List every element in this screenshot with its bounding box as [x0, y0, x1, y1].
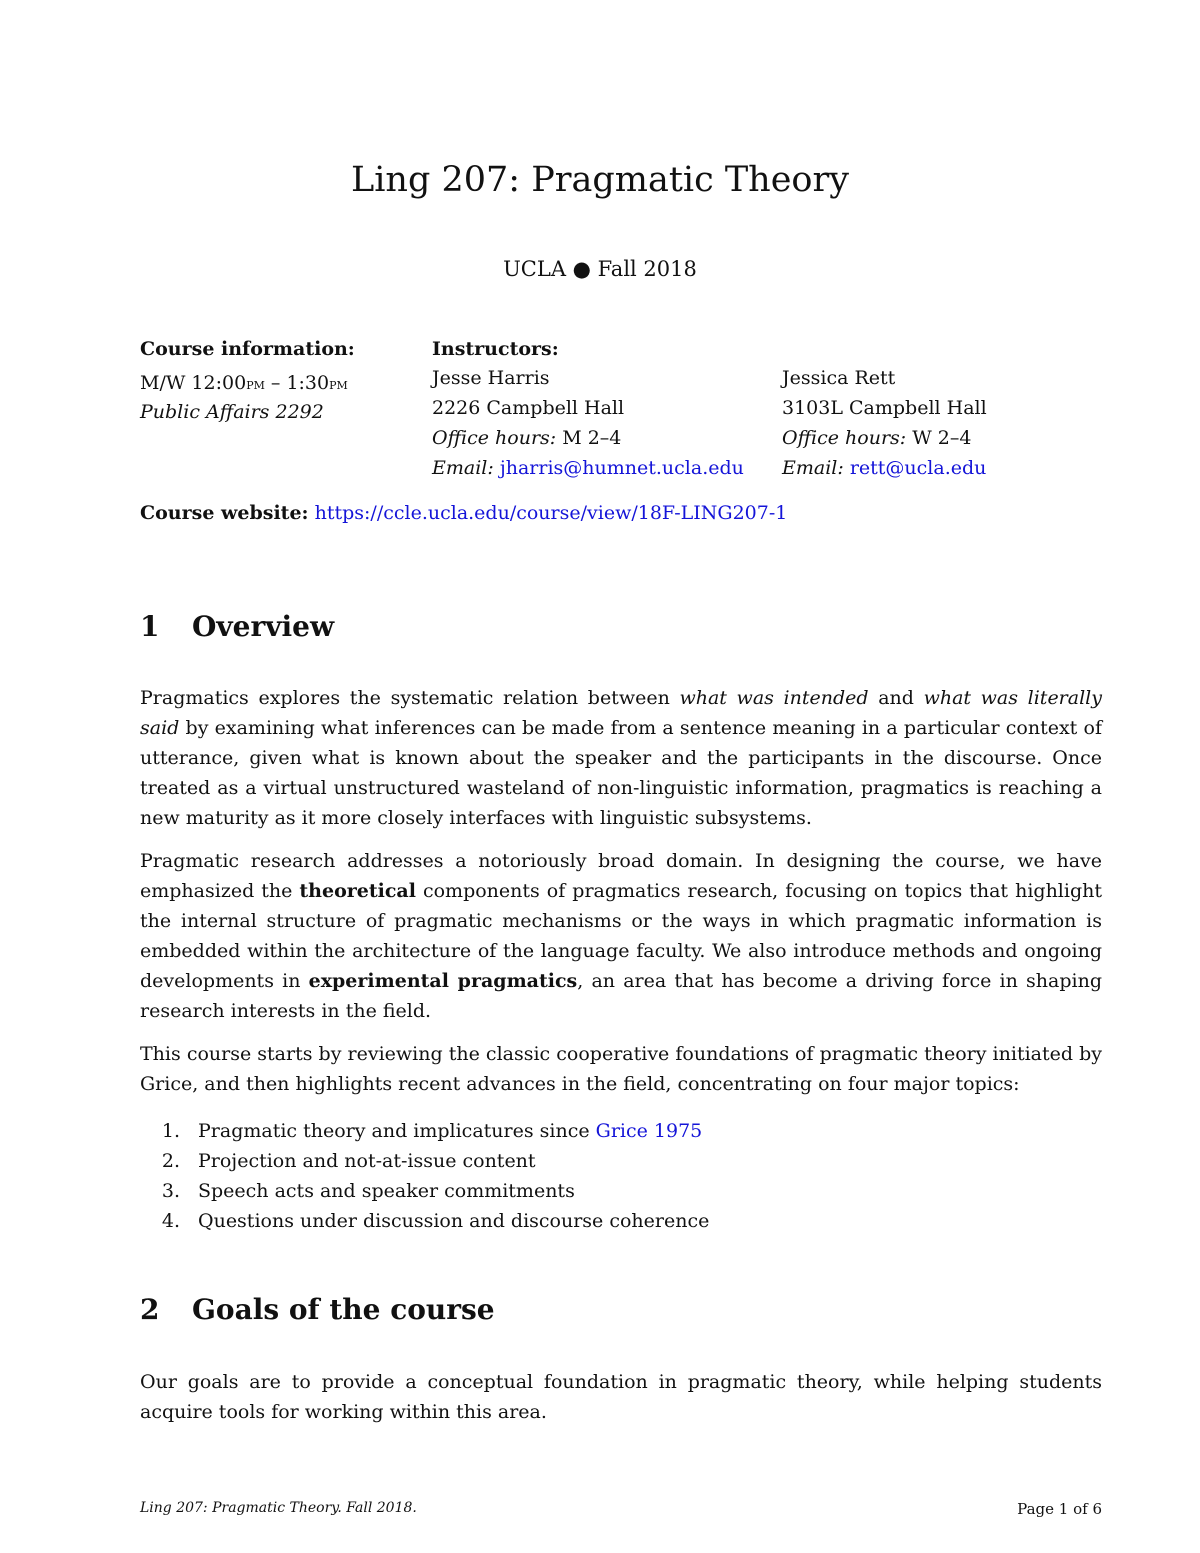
instructor-block — [782, 363, 987, 483]
course-info-label: Course information: — [140, 338, 355, 360]
list-item: 4. Questions under discussion and discourse coherence — [161, 1210, 710, 1232]
instructor-email-row: Email: rett@ucla.edu — [782, 457, 987, 479]
instructor-office-hours: Office hours: W 2–4 — [782, 427, 972, 449]
instructor-block — [432, 363, 744, 483]
goals-paragraph: Our goals are to provide a conceptual foundation in pragmatic theory, while helping students acquire tools for working within this area. — [140, 1371, 1102, 1423]
topics-list — [140, 1116, 709, 1236]
overview-paragraph: Pragmatic research addresses a notoriously broad domain. In designing the course, we have emphasized the theoretical components of pragmatics research, focusing on topics that highlight the internal structure of pragmatic mechanisms or the ways in which pragmatic information is embedded within the architecture of the language faculty. We also introduce methods and ongoing developments in experimental pragmatics, an area that has become a driving force in shaping research interests in the field. — [140, 850, 1102, 1022]
section-heading-goals: 2 Goals of the course — [140, 1293, 495, 1326]
course-website-row — [140, 498, 787, 528]
instructor-office: 3103L Campbell Hall — [782, 397, 987, 419]
footer-course-label: Ling 207: Pragmatic Theory. Fall 2018. — [140, 1500, 417, 1516]
list-item: 3. Speech acts and speaker commitments — [161, 1180, 575, 1202]
list-item: 1. Pragmatic theory and implicatures since Grice 1975 — [161, 1120, 703, 1142]
instructor-email-link[interactable]: rett@ucla.edu — [849, 457, 987, 479]
instructor-email-link[interactable]: jharris@humnet.ucla.edu — [499, 457, 744, 479]
instructor-name: Jessica Rett — [782, 367, 896, 389]
page-subtitle: UCLA ● Fall 2018 — [503, 257, 697, 281]
instructor-office: 2226 Campbell Hall — [432, 397, 625, 419]
course-info-block — [140, 336, 355, 427]
course-location: Public Affairs 2292 — [140, 401, 324, 423]
citation-link[interactable]: Grice 1975 — [595, 1120, 703, 1142]
section-heading-overview: 1 Overview — [140, 610, 335, 643]
overview-paragraph: Pragmatics explores the systematic relation between what was intended and what was literally said by examining what inferences can be made from a sentence meaning in a particular context of utterance, given what is known about the speaker and the participants in the discourse. Once treated as a virtual unstructured wasteland of non-linguistic information, pragmatics is reaching a new maturity as it more closely interfaces with linguistic subsystems. — [140, 687, 1102, 829]
list-item: 2. Projection and not-at-issue content — [161, 1150, 536, 1172]
page-title: Ling 207: Pragmatic Theory — [351, 160, 849, 200]
instructors-label: Instructors: — [432, 338, 559, 360]
course-time: M/W 12:00pm – 1:30pm — [140, 372, 348, 394]
overview-paragraph: This course starts by reviewing the classic cooperative foundations of pragmatic theory initiated by Grice, and then highlights recent advances in the field, concentrating on four major topics: — [140, 1043, 1102, 1095]
course-website-link[interactable]: https://ccle.ucla.edu/course/view/18F-LING207-1 — [314, 502, 788, 524]
page-number: Page 1 of 6 — [1017, 1500, 1102, 1518]
instructor-office-hours: Office hours: M 2–4 — [432, 427, 622, 449]
instructor-email-row: Email: jharris@humnet.ucla.edu — [432, 457, 744, 479]
instructor-name: Jesse Harris — [432, 367, 550, 389]
course-website-label: Course website: — [140, 502, 309, 524]
